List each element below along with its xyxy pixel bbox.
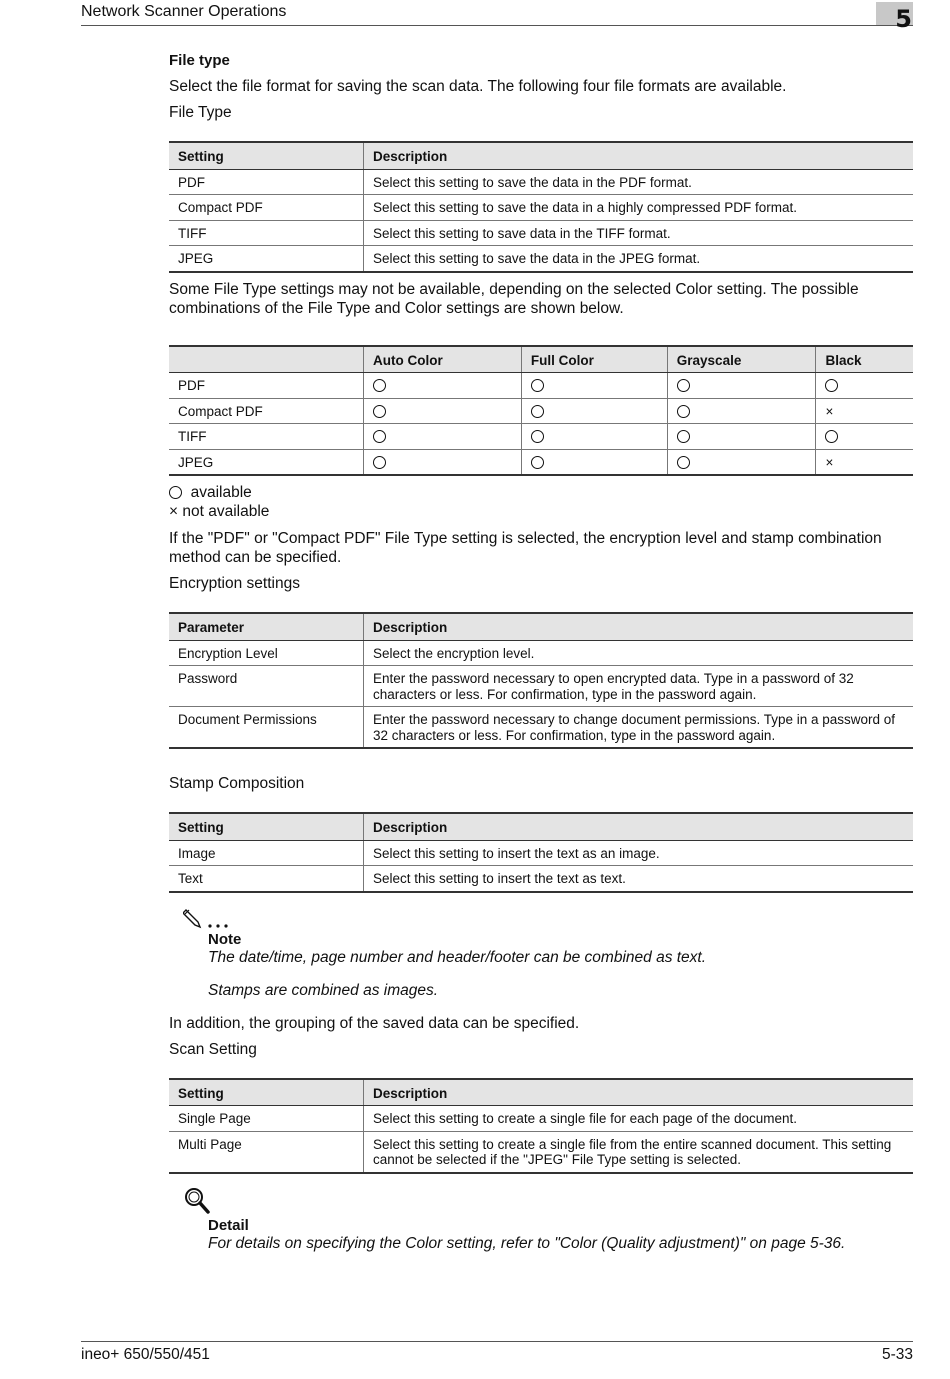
- encryption-caption: Encryption settings: [169, 575, 300, 592]
- table-header: Parameter: [169, 613, 364, 640]
- intro-paragraph: Select the file format for saving the scan data. The following four file formats are available.: [169, 78, 787, 95]
- encryption-intro-paragraph: If the "PDF" or "Compact PDF" File Type setting is selected, the encryption level and stamp combination method can be specified.: [169, 530, 882, 566]
- available-circle-icon: [531, 430, 544, 443]
- table-row: [169, 666, 913, 707]
- table-cell: Document Permissions: [169, 707, 364, 749]
- chapter-number-badge: [876, 2, 913, 33]
- footer-model: ineo+ 650/550/451: [81, 1346, 210, 1363]
- file-type-table: [169, 141, 913, 273]
- chapter-number: 5: [895, 5, 912, 33]
- table-header: Description: [364, 142, 914, 169]
- page-body: [169, 52, 913, 1267]
- table-row: [169, 373, 913, 399]
- table-header: Full Color: [521, 346, 667, 373]
- section-title: File type: [169, 52, 230, 69]
- available-cell: [667, 449, 816, 475]
- table-header: Description: [364, 613, 914, 640]
- table-cell: Text: [169, 866, 364, 892]
- table-cell: PDF: [169, 169, 364, 195]
- table-header: Setting: [169, 1079, 364, 1106]
- footer-page-number: 5-33: [881, 1346, 913, 1363]
- table-row: [169, 424, 913, 450]
- note-title: Note: [208, 930, 242, 948]
- table-row: [169, 195, 913, 221]
- table-cell: Select this setting to insert the text as text.: [364, 866, 914, 892]
- footer-rule: [81, 1341, 913, 1342]
- detail-title: Detail: [208, 1216, 249, 1234]
- available-circle-icon: [677, 379, 690, 392]
- table-row: [169, 866, 913, 892]
- table-cell: Image: [169, 840, 364, 866]
- table-cell: Multi Page: [169, 1131, 364, 1173]
- available-circle-icon: [373, 456, 386, 469]
- scan-setting-table: [169, 1078, 913, 1174]
- magnifier-icon: [183, 1187, 913, 1215]
- table-row: [169, 398, 913, 424]
- table-cell: Enter the password necessary to open encrypted data. Type in a password of 32 characters or less. For confirmation, type in the password again.: [364, 666, 914, 707]
- compat-intro-paragraph: Some File Type settings may not be available, depending on the selected Color setting. The possible combinations of the File Type and Color settings are shown below.: [169, 280, 859, 317]
- available-circle-icon: [825, 430, 838, 443]
- table-header: Description: [364, 1079, 914, 1106]
- table-cell: Select the encryption level.: [364, 640, 914, 666]
- detail-text: For details on specifying the Color setting, refer to "Color (Quality adjustment)" on page 5-36.: [208, 1234, 846, 1252]
- available-circle-icon: [677, 456, 690, 469]
- note-block: [169, 907, 913, 1000]
- table-cell: JPEG: [169, 246, 364, 272]
- available-cell: [364, 398, 522, 424]
- available-circle-icon: [373, 405, 386, 418]
- not-available-symbol: ×: [825, 403, 834, 419]
- available-cell: [521, 424, 667, 450]
- table-row: [169, 246, 913, 272]
- table-row: [169, 840, 913, 866]
- scan-setting-caption: Scan Setting: [169, 1040, 257, 1058]
- table-cell: Single Page: [169, 1106, 364, 1132]
- encryption-table: [169, 612, 913, 749]
- available-cell: [667, 398, 816, 424]
- table-cell: TIFF: [169, 424, 364, 450]
- available-circle-icon: [531, 379, 544, 392]
- available-circle-icon: [677, 405, 690, 418]
- available-cell: [521, 449, 667, 475]
- table-cell: Select this setting to save the data in the PDF format.: [364, 169, 914, 195]
- table-cell: Enter the password necessary to change document permissions. Type in a password of 32 characters or less. For confirmation, type in the password again.: [364, 707, 914, 749]
- table-cell: JPEG: [169, 449, 364, 475]
- table-cell: Select this setting to save the data in a highly compressed PDF format.: [364, 195, 914, 221]
- header-title: Network Scanner Operations: [81, 3, 287, 20]
- table-cell: Select this setting to create a single file from the entire scanned document. This setting cannot be selected if the "JPEG" File Type setting is selected.: [364, 1131, 914, 1173]
- table-header: [169, 346, 364, 373]
- table-cell: PDF: [169, 373, 364, 399]
- available-circle-icon: [677, 430, 690, 443]
- available-cell: [667, 424, 816, 450]
- table-header: Auto Color: [364, 346, 522, 373]
- legend-available: [169, 483, 913, 502]
- available-circle-icon: [531, 405, 544, 418]
- table-cell: Compact PDF: [169, 398, 364, 424]
- available-cell: [667, 373, 816, 399]
- note-text: Stamps are combined as images.: [208, 981, 439, 999]
- table-header: Grayscale: [667, 346, 816, 373]
- available-cell: [364, 449, 522, 475]
- table-header: Black: [816, 346, 913, 373]
- available-cell: [364, 373, 522, 399]
- table-row: [169, 449, 913, 475]
- table-header: Description: [364, 813, 914, 840]
- not-available-symbol: ×: [169, 503, 179, 520]
- available-cell: [816, 373, 913, 399]
- note-text: The date/time, page number and header/footer can be combined as text.: [208, 948, 707, 966]
- legend-not-available: [169, 502, 913, 521]
- table-cell: Select this setting to save the data in the JPEG format.: [364, 246, 914, 272]
- table-cell: Password: [169, 666, 364, 707]
- stamp-table: [169, 812, 913, 893]
- table-cell: Encryption Level: [169, 640, 364, 666]
- table-cell: Select this setting to save data in the TIFF format.: [364, 220, 914, 246]
- table-row: [169, 169, 913, 195]
- compatibility-table: [169, 345, 913, 477]
- pencil-note-icon: [183, 907, 913, 929]
- table-cell: Compact PDF: [169, 195, 364, 221]
- table-row: [169, 707, 913, 749]
- not-available-symbol: ×: [825, 454, 834, 470]
- legend-not-available-text: not available: [182, 503, 270, 520]
- available-cell: [521, 398, 667, 424]
- available-circle-icon: [531, 456, 544, 469]
- file-type-caption: File Type: [169, 104, 232, 121]
- legend-available-text: available: [190, 484, 252, 501]
- table-cell: Select this setting to create a single file for each page of the document.: [364, 1106, 914, 1132]
- table-header: Setting: [169, 813, 364, 840]
- available-cell: [816, 424, 913, 450]
- not-available-cell: [816, 398, 913, 424]
- available-circle-icon: [825, 379, 838, 392]
- available-circle-icon: [373, 379, 386, 392]
- header-rule: [81, 25, 913, 26]
- grouping-intro-paragraph: In addition, the grouping of the saved data can be specified.: [169, 1014, 580, 1032]
- available-cell: [521, 373, 667, 399]
- table-cell: Select this setting to insert the text as an image.: [364, 840, 914, 866]
- available-circle-icon: [169, 486, 182, 499]
- detail-block: [169, 1187, 913, 1253]
- table-row: [169, 1106, 913, 1132]
- compat-legend: [169, 483, 913, 521]
- table-row: [169, 220, 913, 246]
- table-cell: TIFF: [169, 220, 364, 246]
- not-available-cell: [816, 449, 913, 475]
- table-row: [169, 640, 913, 666]
- table-row: [169, 1131, 913, 1173]
- table-header: Setting: [169, 142, 364, 169]
- available-circle-icon: [373, 430, 386, 443]
- stamp-caption: Stamp Composition: [169, 775, 305, 792]
- available-cell: [364, 424, 522, 450]
